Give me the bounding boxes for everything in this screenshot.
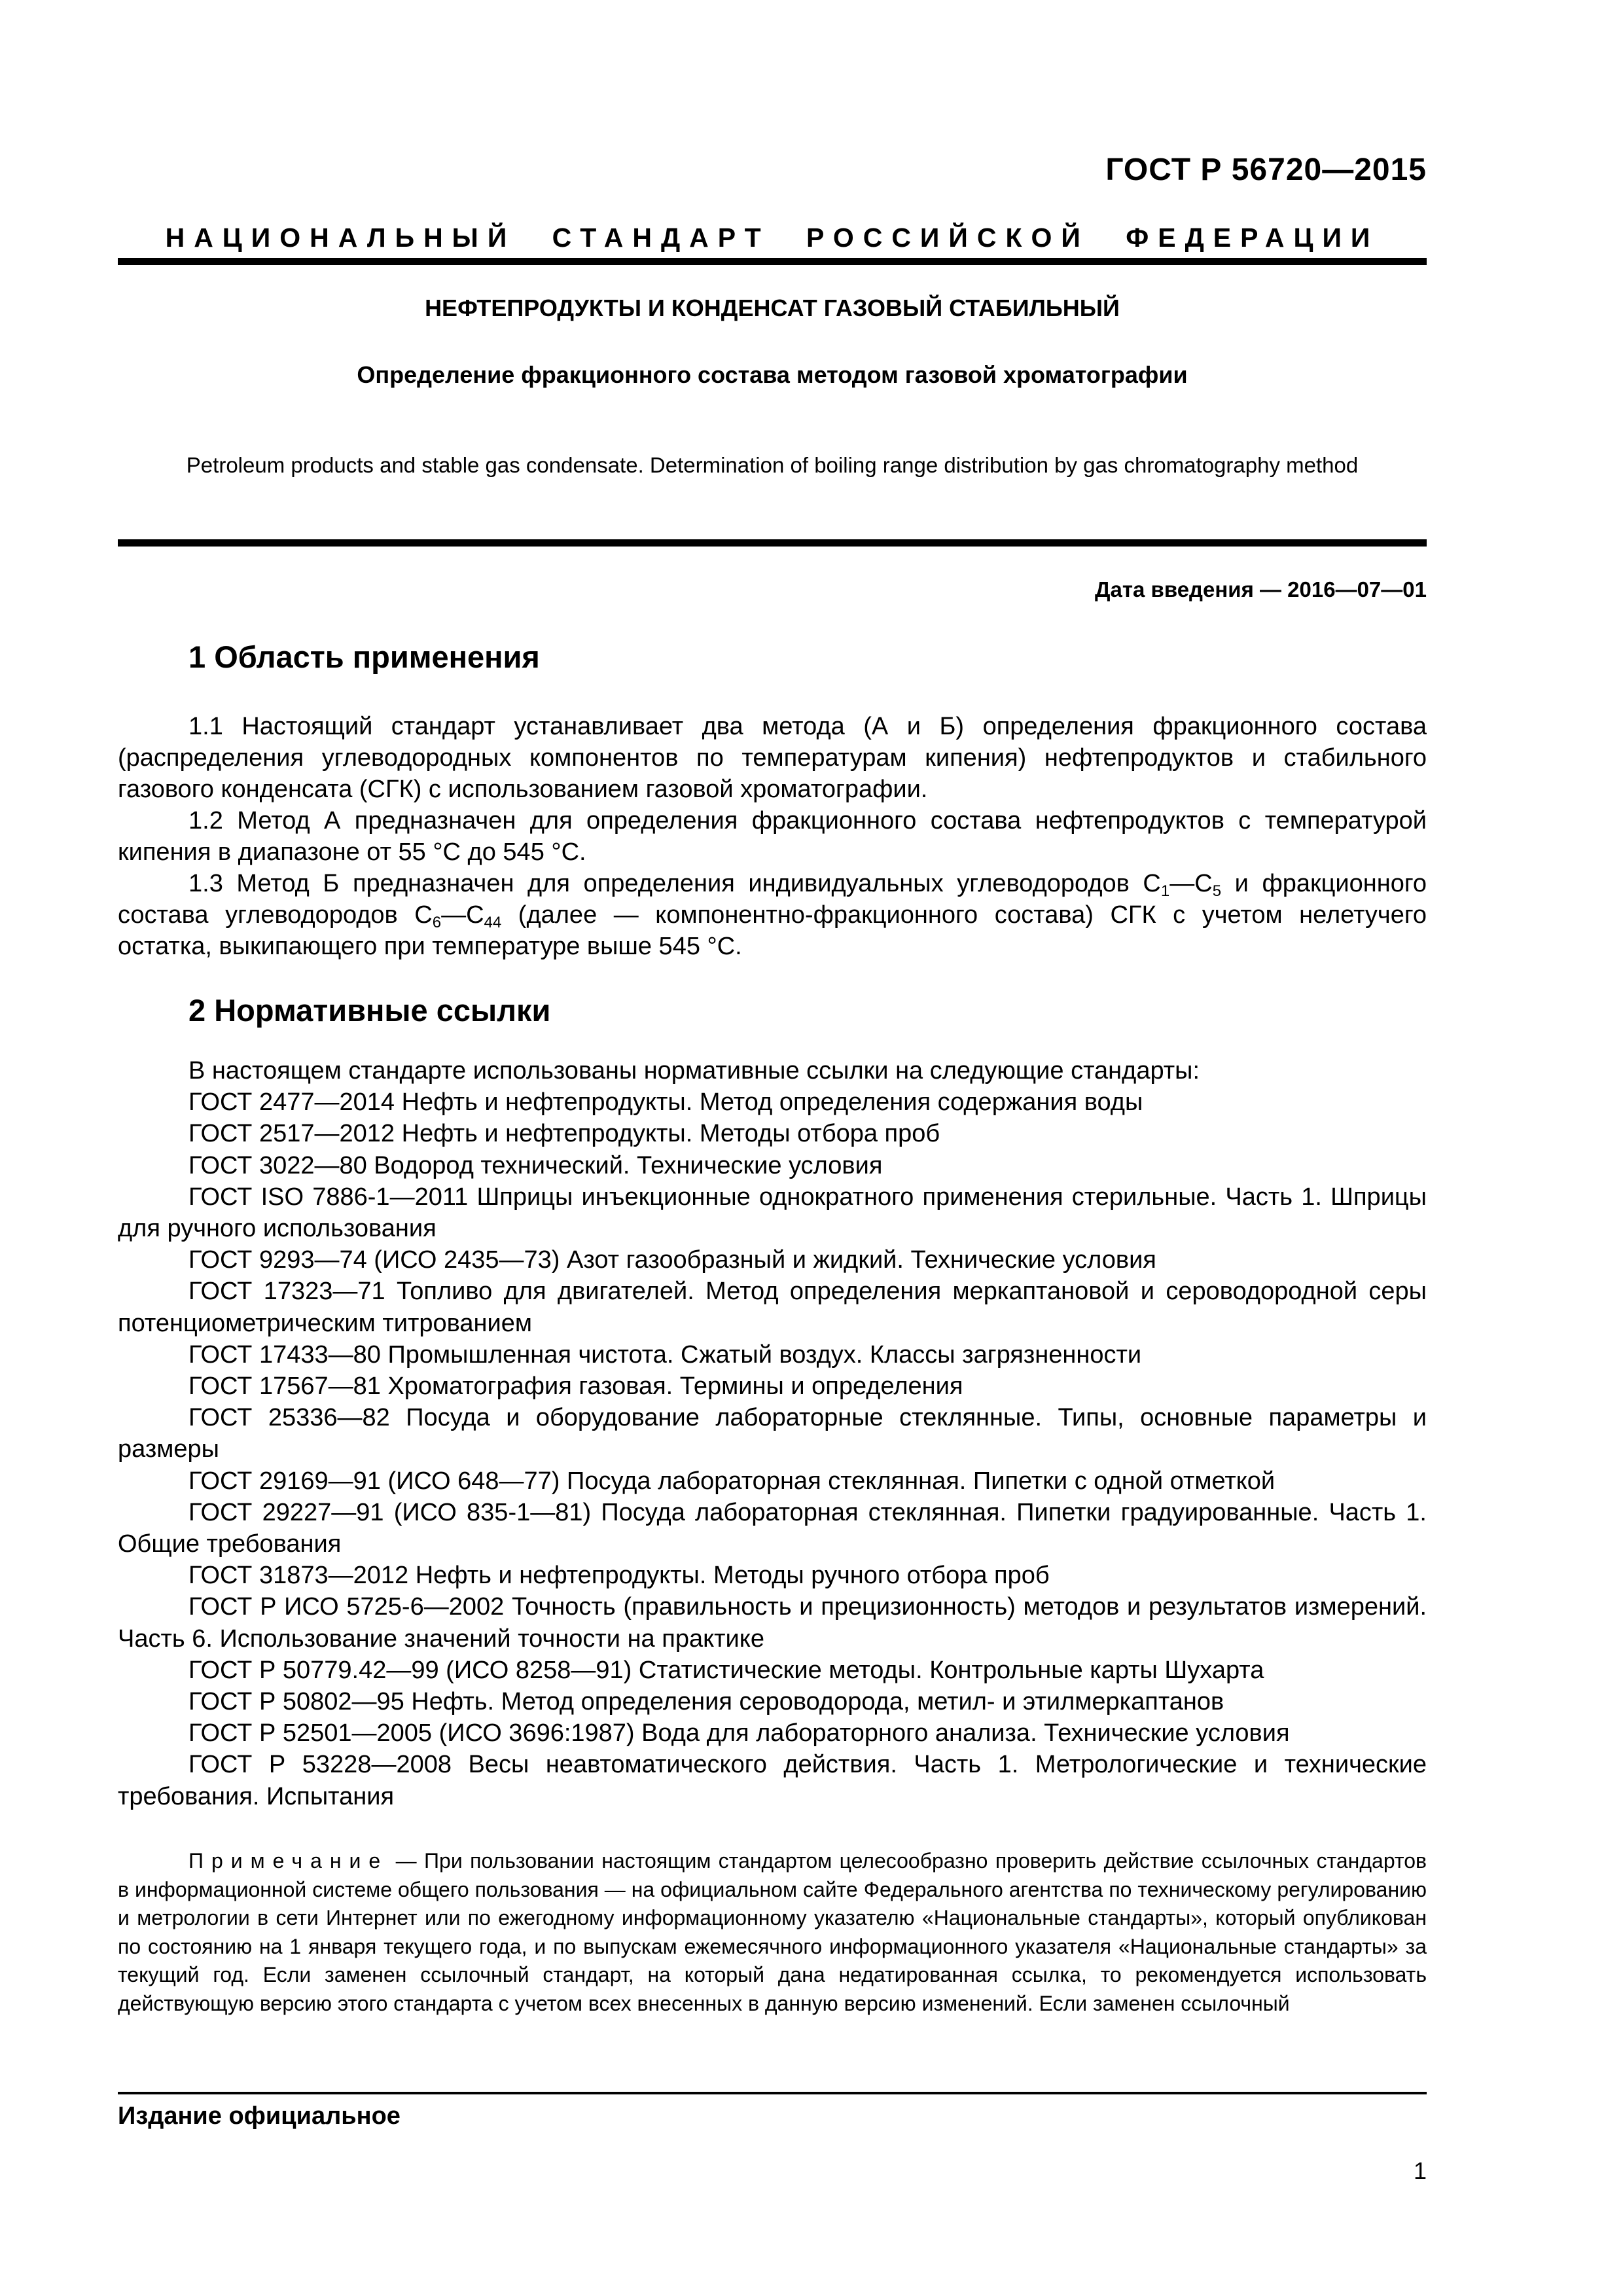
reference-item: ГОСТ Р 53228—2008 Весы неавтоматического действия. Часть 1. Метрологические и технические требования. Испытания — [118, 1751, 1427, 1810]
section-1-heading: 1 Область применения — [188, 639, 540, 674]
english-title: Petroleum products and stable gas condensate. Determination of boiling range distribution by gas chromatography method — [186, 453, 1359, 477]
reference-item: ГОСТ 17433—80 Промышленная чистота. Сжатый воздух. Классы загрязненности — [188, 1340, 1142, 1369]
reference-item: ГОСТ 2477—2014 Нефть и нефтепродукты. Метод определения содержания воды — [188, 1088, 1143, 1117]
normative-references — [118, 1055, 1427, 1812]
page-number: 1 — [1413, 2157, 1427, 2184]
document-subtitle: Определение фракционного состава методом газовой хроматографии — [357, 361, 1188, 388]
references-intro: В настоящем стандарте использованы нормативные ссылки на следующие стандарты: — [188, 1057, 1200, 1085]
top-divider — [118, 258, 1427, 265]
national-standard-heading: НАЦИОНАЛЬНЫЙ СТАНДАРТ РОССИЙСКОЙ ФЕДЕРАЦИИ — [165, 223, 1380, 253]
official-edition-label: Издание официальное — [118, 2102, 401, 2130]
introduction-date: Дата введения — 2016—07—01 — [1095, 577, 1427, 601]
note-label: Примечание — [188, 1849, 389, 1873]
clause-1-3: 1.3 Метод Б предназначен для определения индивидуальных углеводородов $С_1—С_5$ и фракционного состава углеводородов $С_6—С_{44}$ (далее — компонентно-фракционного состава) СГК с учетом нелетучего остатка, выкипающего при температуре выше 545 °С. — [118, 870, 1427, 960]
reference-item: ГОСТ ISO 7886-1—2011 Шприцы инъекционные однократного применения стерильные. Часть 1. Шприцы для ручного использования — [118, 1183, 1427, 1243]
reference-item: ГОСТ 17567—81 Хроматография газовая. Термины и определения — [188, 1372, 963, 1401]
note-paragraph — [118, 1847, 1427, 2018]
document-number: ГОСТ Р 56720—2015 — [1105, 152, 1427, 187]
reference-item: ГОСТ Р 50779.42—99 (ИСО 8258—91) Статистические методы. Контрольные карты Шухарта — [188, 1656, 1264, 1684]
reference-item: ГОСТ 31873—2012 Нефть и нефтепродукты. Методы ручного отбора проб — [188, 1562, 1050, 1590]
title-divider — [118, 539, 1427, 547]
reference-item: ГОСТ 17323—71 Топливо для двигателей. Метод определения меркаптановой и сероводородной серы потенциометрическим титрованием — [118, 1278, 1427, 1337]
document-title: НЕФТЕПРОДУКТЫ И КОНДЕНСАТ ГАЗОВЫЙ СТАБИЛЬНЫЙ — [425, 295, 1120, 321]
reference-item: ГОСТ 3022—80 Водород технический. Технические условия — [188, 1151, 883, 1179]
reference-item: ГОСТ 29169—91 (ИСО 648—77) Посуда лабораторная стеклянная. Пипетки с одной отметкой — [188, 1467, 1275, 1495]
reference-item: ГОСТ 29227—91 (ИСО 835-1—81) Посуда лабораторная стеклянная. Пипетки градуированные. Часть 1. Общие требования — [118, 1498, 1427, 1558]
reference-item: ГОСТ Р 50802—95 Нефть. Метод определения сероводорода, метил- и этилмеркаптанов — [188, 1688, 1224, 1716]
section-1-body — [118, 711, 1427, 962]
footer-divider — [118, 2092, 1427, 2094]
reference-item: ГОСТ Р 52501—2005 (ИСО 3696:1987) Вода для лабораторного анализа. Технические условия — [188, 1719, 1290, 1748]
document-page — [118, 0, 1427, 2296]
reference-item: ГОСТ 2517—2012 Нефть и нефтепродукты. Методы отбора проб — [188, 1120, 940, 1148]
section-2-heading: 2 Нормативные ссылки — [188, 993, 551, 1028]
clause-1-1: 1.1 Настоящий стандарт устанавливает два метода (А и Б) определения фракционного состава (распределения углеводородных компонентов по температурам кипения) нефтепродуктов и стабильного газового конденсата (СГК) с использованием газовой хроматографии. — [118, 713, 1427, 803]
reference-item: ГОСТ Р ИСО 5725-6—2002 Точность (правильность и прецизионность) методов и результатов измерений. Часть 6. Использование значений точности на практике — [118, 1593, 1427, 1653]
clause-1-2: 1.2 Метод А предназначен для определения фракционного состава нефтепродуктов с температурой кипения в диапазоне от 55 °С до 545 °С. — [118, 807, 1427, 866]
note-text: — При пользовании настоящим стандартом целесообразно проверить действие ссылочных стандартов в информационной системе общего пользования — на официальном сайте Федерального агентства по техническому регулированию и метрологии в сети Интернет или по ежегодному информационному указателю «Национальные стандарты», который опубликован по состоянию на 1 января текущего года, и по выпускам ежемесячного информационного указателя «Национальные стандарты» за текущий год. Если заменен ссылочный стандарт, на который дана недатированная ссылка, то рекомендуется использовать действующую версию этого стандарта с учетом всех внесенных в данную версию изменений. Если заменен ссылочный — [118, 1849, 1427, 2015]
reference-item: ГОСТ 9293—74 (ИСО 2435—73) Азот газообразный и жидкий. Технические условия — [188, 1246, 1156, 1274]
reference-item: ГОСТ 25336—82 Посуда и оборудование лабораторные стеклянные. Типы, основные параметры и размеры — [118, 1404, 1427, 1463]
